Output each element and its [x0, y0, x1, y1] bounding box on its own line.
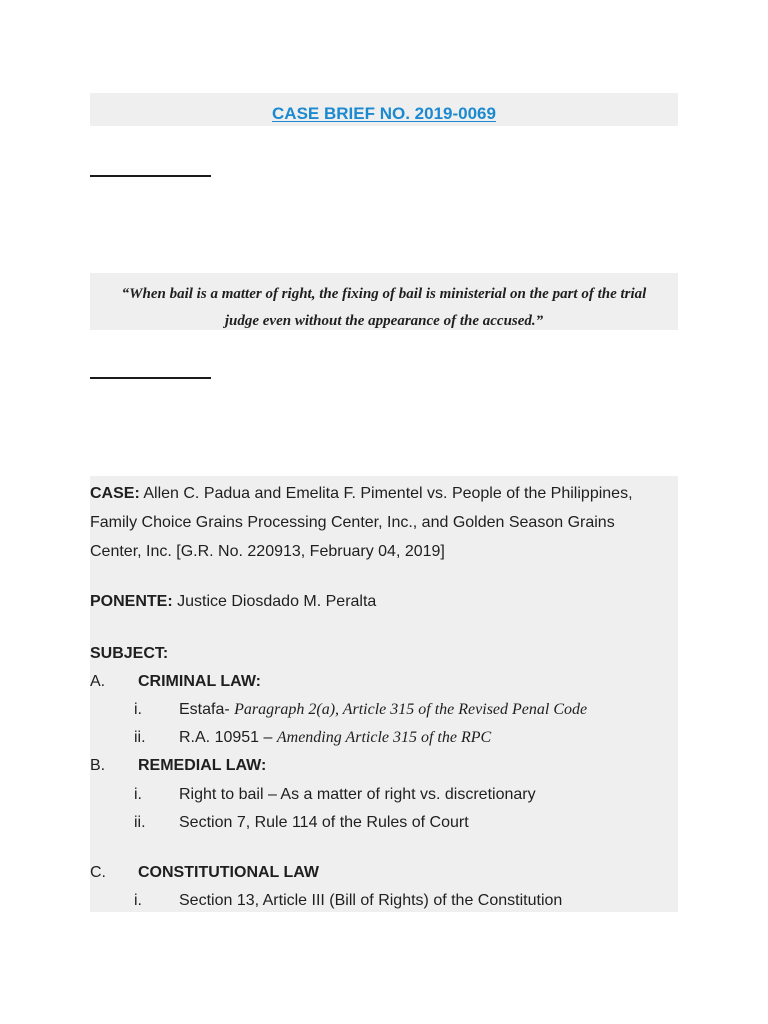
case-label: CASE: [90, 485, 140, 502]
item-text: Estafa- [179, 701, 230, 718]
item-number: i. [134, 701, 142, 718]
case-brief-title[interactable]: CASE BRIEF NO. 2019-0069 [272, 104, 496, 123]
quote-band [90, 273, 678, 330]
case-title-line-1: Allen C. Padua and Emelita F. Pimentel vs. People of the Philippines, [143, 485, 633, 502]
divider-rule [90, 377, 211, 379]
item-number: i. [134, 892, 142, 909]
subject-label: SUBJECT: [90, 645, 169, 662]
item-number: ii. [134, 729, 146, 746]
section-letter: B. [90, 757, 106, 774]
item-note: Amending Article 315 of the RPC [276, 729, 492, 746]
item-note: Paragraph 2(a), Article 315 of the Revised Penal Code [234, 701, 588, 718]
ponente-value: Justice Diosdado M. Peralta [177, 593, 377, 610]
section-title: CONSTITUTIONAL LAW [138, 864, 320, 881]
title-band [90, 93, 678, 126]
divider-rule [90, 175, 211, 177]
section-title: REMEDIAL LAW: [138, 757, 267, 774]
list-item [179, 729, 491, 747]
list-item: Section 13, Article III (Bill of Rights) of the Constitution [179, 892, 563, 909]
case-title-line-2: Family Choice Grains Processing Center, Inc., and Golden Season Grains [90, 514, 615, 531]
ponente-label: PONENTE: [90, 593, 173, 610]
section-letter: A. [90, 673, 106, 690]
case-line [90, 485, 633, 503]
section-letter: C. [90, 864, 106, 881]
section-title: CRIMINAL LAW: [138, 673, 261, 690]
item-text: R.A. 10951 – [179, 729, 273, 746]
list-item [179, 701, 587, 719]
ponente-line [90, 593, 376, 611]
item-number: ii. [134, 814, 146, 831]
item-number: i. [134, 786, 142, 803]
case-title-line-3: Center, Inc. [G.R. No. 220913, February 04, 2019] [90, 543, 445, 560]
case-details-band [90, 476, 678, 912]
doctrine-quote: “When bail is a matter of right, the fixing of bail is ministerial on the part of the trial judge even without the appearance of the accused.” [121, 286, 647, 329]
list-item: Right to bail – As a matter of right vs. discretionary [179, 786, 536, 803]
list-item: Section 7, Rule 114 of the Rules of Court [179, 814, 469, 831]
